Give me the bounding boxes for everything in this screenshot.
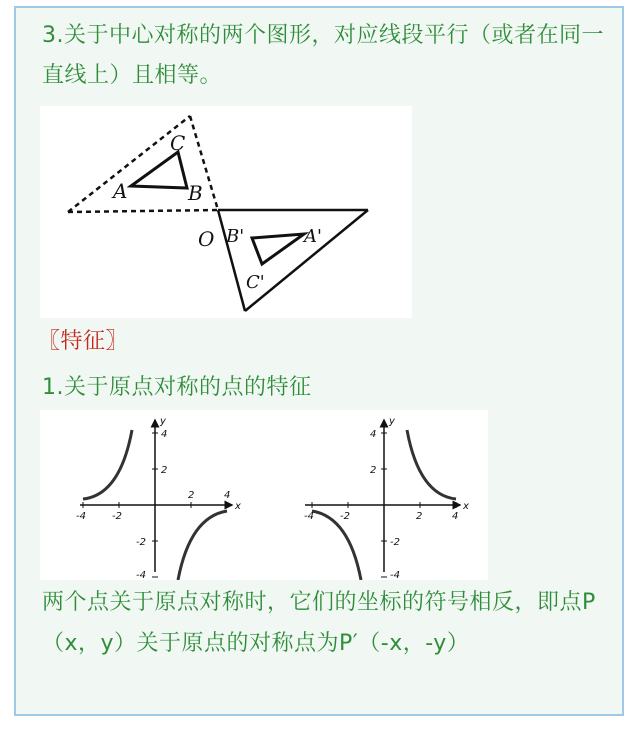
left-tick-y-neg2: -2: [136, 537, 146, 548]
conclusion-text: 两个点关于原点对称时，它们的坐标的符号相反，即点P（x，y）关于原点的对称点为P′（-x，-y）: [42, 590, 596, 656]
right-tick-y-2: 2: [370, 465, 377, 476]
label-C: C: [170, 131, 186, 155]
right-tick-x-neg4: -4: [304, 511, 314, 522]
right-tick-y-4: 4: [370, 429, 377, 440]
label-B1: B': [226, 226, 245, 247]
right-axis-x-label: x: [463, 501, 469, 512]
left-tick-x-4: 4: [224, 490, 231, 501]
right-axis-y-label: y: [389, 416, 395, 427]
right-graph: [304, 416, 469, 580]
right-tick-y-neg2: -2: [390, 537, 400, 548]
label-A1: A': [304, 226, 322, 247]
point1-heading: 1.关于原点对称的点的特征: [42, 375, 312, 400]
right-tick-x-neg2: -2: [340, 511, 350, 522]
left-tick-x-neg4: -4: [76, 511, 86, 522]
section3-text: 3.关于中心对称的两个图形，对应线段平行（或者在同一直线上）且相等。: [42, 23, 604, 88]
left-tick-y-2: 2: [161, 465, 168, 476]
left-tick-x-2: 2: [188, 490, 195, 501]
left-tick-y-neg4: -4: [136, 570, 146, 580]
content-card: [14, 6, 624, 716]
right-tick-y-neg4: -4: [390, 570, 400, 580]
left-tick-x-neg2: -2: [112, 511, 122, 522]
central-symmetry-diagram: [40, 106, 412, 318]
right-tick-x-4: 4: [452, 511, 459, 522]
central-symmetry-figure: [40, 106, 412, 318]
label-O: O: [198, 227, 215, 251]
label-A: A: [113, 179, 128, 203]
left-axis-x-label: x: [235, 501, 241, 512]
right-tick-x-2: 2: [416, 511, 423, 522]
label-B: B: [188, 181, 203, 205]
label-C1: C': [246, 272, 265, 293]
hyperbola-figures: [40, 410, 488, 580]
hyperbola-graphs: [40, 410, 488, 580]
left-graph: [76, 416, 241, 580]
left-axis-y-label: y: [160, 416, 166, 427]
left-tick-y-4: 4: [161, 429, 168, 440]
features-heading: 〖特征〗: [38, 329, 129, 354]
